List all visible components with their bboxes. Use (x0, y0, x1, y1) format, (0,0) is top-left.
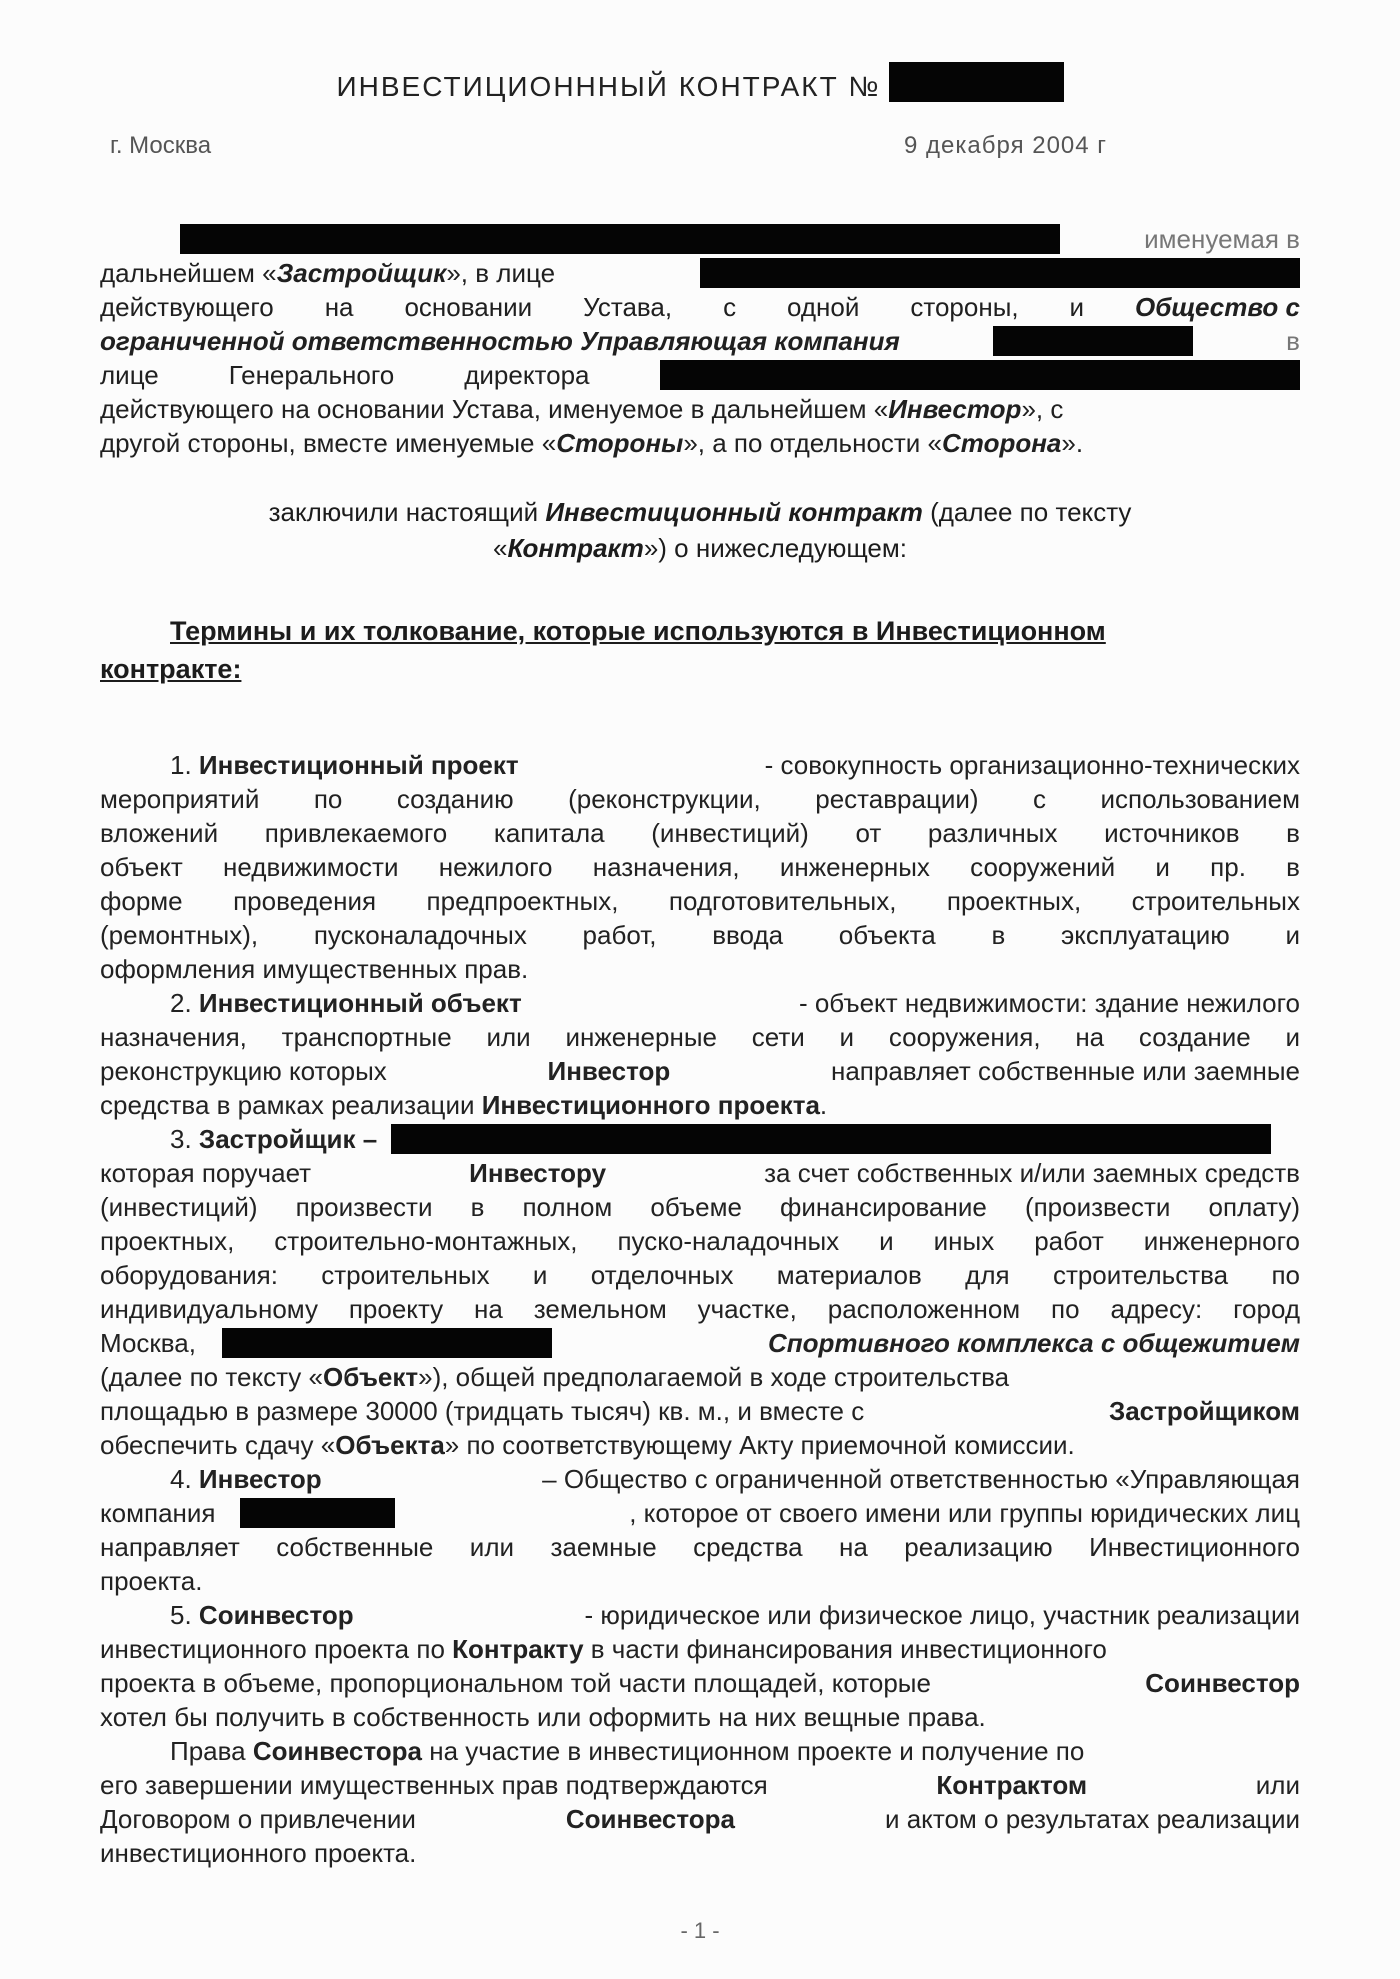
preamble (100, 222, 1300, 460)
list-item-1: 1. Инвестиционный проект - совокупность организационно-технических (170, 750, 1300, 780)
list-item-5-note: Права Соинвестора на участие в инвестиционном проекте и получение по (170, 1736, 1085, 1766)
terms-heading: Термины и их толкование, которые используются в Инвестиционном контракте: (100, 616, 1106, 684)
list-item-2: 2. Инвестиционный объект - объект недвижимости: здание нежилого (170, 988, 1300, 1018)
redaction-company-name (993, 326, 1193, 356)
redaction-representative (700, 258, 1300, 288)
redaction-company-name (240, 1498, 395, 1528)
preamble-org-start: Общество с (1135, 292, 1300, 322)
redaction-director-name (660, 360, 1300, 390)
concluded-line-2: «Контракт») о нижеследующем: (493, 533, 907, 563)
redaction-address (222, 1328, 552, 1358)
preamble-line: действующего на основании Устава, именуемое в дальнейшем «Инвестор», с (100, 394, 1064, 424)
list-item-5: 5. Соинвестор - юридическое или физическое лицо, участник реализации (170, 1600, 1300, 1630)
preamble-line (100, 256, 1300, 290)
definitions-list: 1. Инвестиционный проект - совокупность организационно-технических мероприятий по созданию (реконструкции, реставрации) с использованием вложений привлекаемого капитала (инвестиций) от различных источников в объект недвижимости нежилого назначения, инженерных сооружений и пр. в форме проведения предпроектных, подготовительных, проектных, строительных (ремонтных), пусконаладочных работ, ввода объекта в эксплуатацию и оформления имущественных прав. 2. Инвестиционный объект - объект недвижимости: здание нежилого назначения, транспортные или инженерные сети и сооружения, на создание и реконструкцию которых Инвестор направляет собственные или заемные средства в рамках реализации Инвестиционного проекта. 3. Застройщик – которая поручает Инвестору за счет собственных и/или заемных средств (инвестиций) произвести в полном объеме финансирование (произвести оплату) проектных, строительно-монтажных, пуско-наладочных и иных работ инженерного оборудования: строительных и отделочных материалов для строительства по индивидуальному проекту на земельном участке, расположенном по адресу: город Москва, Спортивного комплекса с общежитием (далее по тексту «Объект»), общей предполагаемой в ходе строительства площадью в размере 30000 (тридцать тысяч) кв. м., и вместе с Застройщиком обеспечить сдачу «Объекта» по соответствующему Акту приемочной комиссии. 4. Инвестор – Общество с ограниченной ответственностью «Управляющая компания , которое от своего имени или группы юридических лиц направляет собственные или заемные средства на реализацию Инвестиционного проекта. 5. Соинвестор - юридическое или физическое лицо, участник реализации инвестиционного проекта по Контракту в части финансирования инвестиционного проекта в объеме, пропорциональном той части площадей, которые Соинвестор хотел бы получить в собственность или оформить на них вещные права. Права Соинвестора на участие в инвестиционном проекте и получение по его завершении имущественных прав подтверждаются Контрактом или Договором о привлечении Соинвестора и актом о результатах реализации инвестиционного проекта. (100, 750, 1300, 1868)
redaction-contract-number (889, 62, 1064, 102)
redaction-developer-name (180, 224, 1060, 254)
preamble-line (100, 222, 1300, 256)
list-item-4: 4. Инвестор – Общество с ограниченной ответственностью «Управляющая (170, 1464, 1300, 1494)
document-title (0, 62, 1400, 103)
preamble-text: именуемая в (1144, 224, 1300, 254)
document-city: г. Москва (110, 132, 212, 159)
preamble-line: другой стороны, вместе именуемые «Стороны», а по отдельности «Сторона». (100, 428, 1084, 458)
preamble-text: дальнейшем «Застройщик», в лице (100, 258, 556, 288)
concluded-line-1: заключили настоящий Инвестиционный контракт (далее по тексту (268, 497, 1132, 527)
redaction-developer-name (391, 1124, 1271, 1154)
preamble-line: лице Генерального директора (100, 358, 1300, 392)
title-text: ИНВЕСТИЦИОНННЫЙ КОНТРАКТ № (336, 71, 881, 102)
document-date: 9 декабря 2004 г (904, 132, 1108, 159)
preamble-org-name: ограниченной ответственностью Управляющая компания (100, 326, 900, 356)
preamble-line: ограниченной ответственностью Управляющая компания в (100, 326, 1300, 356)
page-number: - 1 - (680, 1918, 720, 1943)
list-item-3: 3. Застройщик – (100, 1122, 1300, 1156)
preamble-line: действующего на основании Устава, с одной стороны, и Общество с (100, 292, 1300, 322)
